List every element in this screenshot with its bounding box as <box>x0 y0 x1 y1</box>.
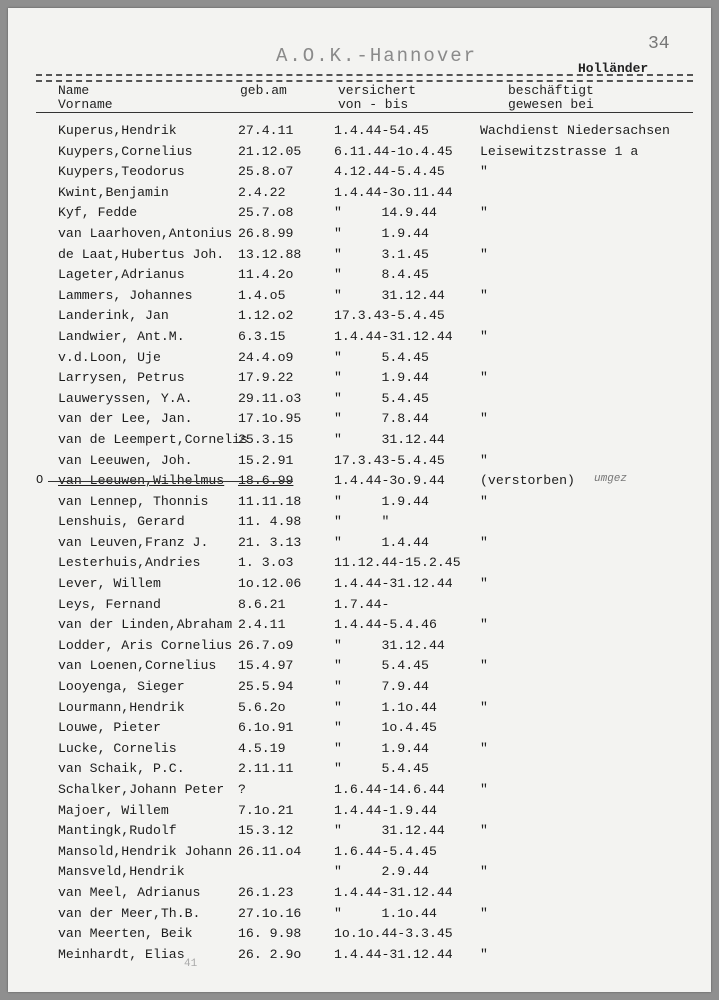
birth-date: 2.11.11 <box>238 761 294 777</box>
person-name: van Loenen,Cornelius <box>58 658 217 674</box>
strike-line <box>48 481 293 482</box>
insured-period: 17.3.43-5.4.45 <box>334 452 445 468</box>
insured-period: 1.4.44-31.12.44 <box>334 328 453 344</box>
table-row <box>8 676 711 697</box>
person-name: Leys, Fernand <box>58 596 161 612</box>
table-row <box>8 141 711 162</box>
person-name: van der Linden,Abraham <box>58 617 233 633</box>
person-name: van Leuven,Franz J. <box>58 534 209 550</box>
header-dashed-rule-2 <box>36 80 693 82</box>
person-name: van Lennep, Thonnis <box>58 493 209 509</box>
person-name: Louwe, Pieter <box>58 720 161 736</box>
table-row <box>8 305 711 326</box>
person-name: Mansold,Hendrik Johann <box>58 843 233 859</box>
table-row <box>8 491 711 512</box>
table-row <box>8 841 711 862</box>
person-name: van Meerten, Beik <box>58 926 193 942</box>
insured-period: 4.12.44-5.4.45 <box>334 164 445 180</box>
birth-date: 13.12.88 <box>238 246 302 262</box>
employer: " <box>480 328 488 344</box>
insured-period: " 31.12.44 <box>334 823 445 839</box>
insured-period: 1.4.44-1.9.44 <box>334 802 437 818</box>
person-name: Lammers, Johannes <box>58 287 193 303</box>
table-row <box>8 800 711 821</box>
birth-date: 1.12.o2 <box>238 308 294 324</box>
birth-date: ? <box>238 782 246 797</box>
person-name: van der Lee, Jan. <box>58 411 193 427</box>
insured-period: " 7.8.44 <box>334 411 429 427</box>
birth-date: 26.1.23 <box>238 884 294 900</box>
person-name: van Schaik, P.C. <box>58 761 185 777</box>
birth-date: 26.11.o4 <box>238 843 302 859</box>
person-name: Lucke, Cornelis <box>58 740 177 756</box>
table-row <box>8 738 711 759</box>
birth-date: 15.3.12 <box>238 823 294 839</box>
person-name: Landwier, Ant.M. <box>58 328 185 344</box>
column-header-employer: beschäftigt gewesen bei <box>508 83 594 112</box>
birth-date: 2.4.22 <box>238 184 286 200</box>
employer: Wachdienst Niedersachsen <box>480 123 670 138</box>
person-name: Mantingk,Rudolf <box>58 823 177 839</box>
table-row <box>8 429 711 450</box>
person-name: Schalker,Johann Peter <box>58 782 225 797</box>
office-stamp: A.O.K.-Hannover <box>276 45 478 67</box>
person-name: van Leeuwen, Joh. <box>58 452 193 468</box>
insured-period: " 31.12.44 <box>334 431 445 447</box>
table-row <box>8 882 711 903</box>
birth-date: 1. 3.o3 <box>238 555 294 571</box>
register-rows <box>8 120 711 964</box>
person-name: Lourmann,Hendrik <box>58 699 185 715</box>
employer: " <box>480 823 488 839</box>
birth-date: 16. 9.98 <box>238 926 302 942</box>
table-row <box>8 450 711 471</box>
table-row <box>8 161 711 182</box>
employer: " <box>480 411 488 427</box>
table-row <box>8 532 711 553</box>
person-name: Kwint,Benjamin <box>58 184 169 200</box>
person-name: van der Meer,Th.B. <box>58 905 201 921</box>
person-name: Kyf, Fedde <box>58 205 138 221</box>
person-name: Larrysen, Petrus <box>58 370 185 386</box>
person-name: van Leeuwen,Wilhelmus <box>58 473 225 489</box>
nationality-label: Holländer <box>578 61 649 76</box>
birth-date: 27.4.11 <box>238 123 294 138</box>
page-number: 34 <box>648 34 670 54</box>
insured-period: " 1.9.44 <box>334 225 429 241</box>
person-name: Mansveld,Hendrik <box>58 864 185 880</box>
insured-period: " 1.1o.44 <box>334 905 437 921</box>
table-row <box>8 223 711 244</box>
insured-period: " 1.9.44 <box>334 370 429 386</box>
employer: " <box>480 658 488 674</box>
birth-date: 25.3.15 <box>238 431 294 447</box>
insured-period: " 8.4.45 <box>334 267 429 283</box>
birth-date: 1o.12.06 <box>238 576 302 592</box>
table-row <box>8 697 711 718</box>
header-dashed-rule <box>36 74 693 76</box>
birth-date: 1.4.o5 <box>238 287 286 303</box>
insured-period: 1.7.44- <box>334 596 390 612</box>
birth-date: 25.8.o7 <box>238 164 294 180</box>
birth-date: 11.11.18 <box>238 493 302 509</box>
table-row <box>8 923 711 944</box>
employer: " <box>480 699 488 715</box>
birth-date: 26. 2.9o <box>238 946 302 962</box>
table-row <box>8 861 711 882</box>
table-row <box>8 552 711 573</box>
employer: " <box>480 246 488 262</box>
birth-date: 26.8.99 <box>238 225 294 241</box>
person-name: v.d.Loon, Uje <box>58 349 161 365</box>
insured-period: " 5.4.45 <box>334 390 429 406</box>
birth-date: 11.4.2o <box>238 267 294 283</box>
table-row <box>8 655 711 676</box>
insured-period: " 1.9.44 <box>334 493 429 509</box>
insured-period: " 1.9.44 <box>334 740 429 756</box>
employer: " <box>480 740 488 756</box>
insured-period: 1.4.44-31.12.44 <box>334 946 453 962</box>
person-name: Lever, Willem <box>58 576 161 592</box>
birth-date: 7.1o.21 <box>238 802 294 818</box>
birth-date: 5.6.2o <box>238 699 286 715</box>
employer: " <box>480 164 488 180</box>
table-row <box>8 511 711 532</box>
person-name: van Meel, Adrianus <box>58 884 201 900</box>
employer: " <box>480 576 488 592</box>
insured-period: " 5.4.45 <box>334 349 429 365</box>
table-row <box>8 244 711 265</box>
table-row <box>8 470 711 491</box>
table-row <box>8 182 711 203</box>
table-row <box>8 388 711 409</box>
insured-period: " 31.12.44 <box>334 287 445 303</box>
employer: " <box>480 946 488 962</box>
insured-period: 1.4.44-31.12.44 <box>334 884 453 900</box>
birth-date: 25.5.94 <box>238 679 294 695</box>
table-row <box>8 202 711 223</box>
table-row <box>8 326 711 347</box>
table-row <box>8 367 711 388</box>
person-name: Kuypers,Cornelius <box>58 143 193 159</box>
birth-date: 4.5.19 <box>238 740 286 756</box>
person-name: Lodder, Aris Cornelius <box>58 637 233 653</box>
employer: " <box>480 370 488 386</box>
insured-period: 11.12.44-15.2.45 <box>334 555 461 571</box>
birth-date: 21.12.05 <box>238 143 302 159</box>
table-row <box>8 944 711 965</box>
person-name: Looyenga, Sieger <box>58 679 185 695</box>
insured-period: 6.11.44-1o.4.45 <box>334 143 453 159</box>
person-name: Landerink, Jan <box>58 308 169 324</box>
table-row <box>8 573 711 594</box>
employer: Leisewitzstrasse 1 a <box>480 143 639 159</box>
birth-date: 27.1o.16 <box>238 905 302 921</box>
table-row <box>8 779 711 800</box>
insured-period: 1.4.44-3o.11.44 <box>334 184 453 200</box>
birth-date: 25.7.o8 <box>238 205 294 221</box>
birth-date: 8.6.21 <box>238 596 286 612</box>
insured-period: " 2.9.44 <box>334 864 429 880</box>
employer: " <box>480 493 488 509</box>
employer: " <box>480 452 488 468</box>
person-name: Kuperus,Hendrik <box>58 123 177 138</box>
column-header-born: geb.am <box>240 83 287 98</box>
header-underline <box>36 112 693 113</box>
insured-period: 17.3.43-5.4.45 <box>334 308 445 324</box>
table-row <box>8 408 711 429</box>
column-header-insured: versichert von - bis <box>338 83 417 112</box>
insured-period: 1.6.44-5.4.45 <box>334 843 437 859</box>
insured-period: " 3.1.45 <box>334 246 429 262</box>
employer: " <box>480 534 488 550</box>
table-row <box>8 614 711 635</box>
birth-date: 15.2.91 <box>238 452 294 468</box>
column-header-name: Name Vorname <box>58 83 113 112</box>
table-row <box>8 120 711 141</box>
table-row <box>8 285 711 306</box>
employer: " <box>480 287 488 303</box>
footer-mark: 41 <box>184 958 198 970</box>
person-name: Kuypers,Teodorus <box>58 164 185 180</box>
insured-period: 1.4.44-54.45 <box>334 123 429 138</box>
insured-period: " 1.1o.44 <box>334 699 437 715</box>
birth-date: 24.4.o9 <box>238 349 294 365</box>
birth-date: 29.11.o3 <box>238 390 302 406</box>
document-page <box>8 8 711 992</box>
table-row <box>8 635 711 656</box>
person-name: van de Leempert,Cornelis <box>58 431 248 447</box>
employer: (verstorben) <box>480 473 575 489</box>
insured-period: 1o.1o.44-3.3.45 <box>334 926 453 942</box>
person-name: van Laarhoven,Antonius <box>58 225 233 241</box>
insured-period: " 1o.4.45 <box>334 720 437 736</box>
employer: " <box>480 617 488 633</box>
insured-period: " 31.12.44 <box>334 637 445 653</box>
margin-mark: O <box>36 473 44 488</box>
person-name: Lageter,Adrianus <box>58 267 185 283</box>
birth-date: 2.4.11 <box>238 617 286 633</box>
insured-period: " 14.9.44 <box>334 205 437 221</box>
birth-date: 21. 3.13 <box>238 534 302 550</box>
insured-period: " 7.9.44 <box>334 679 429 695</box>
person-name: de Laat,Hubertus Joh. <box>58 246 225 262</box>
birth-date: 17.9.22 <box>238 370 294 386</box>
table-row <box>8 758 711 779</box>
person-name: Lenshuis, Gerard <box>58 514 185 530</box>
birth-date: 6.1o.91 <box>238 720 294 736</box>
insured-period: " 1.4.44 <box>334 534 429 550</box>
table-row <box>8 717 711 738</box>
employer: " <box>480 205 488 221</box>
insured-period: " 5.4.45 <box>334 761 429 777</box>
table-row <box>8 820 711 841</box>
insured-period: 1.4.44-31.12.44 <box>334 576 453 592</box>
person-name: Lauweryssen, Y.A. <box>58 390 193 406</box>
table-row <box>8 594 711 615</box>
table-row <box>8 903 711 924</box>
birth-date: 17.1o.95 <box>238 411 302 427</box>
birth-date: 18.6.99 <box>238 473 294 489</box>
employer: " <box>480 782 488 797</box>
insured-period: " " <box>334 514 390 530</box>
birth-date: 6.3.15 <box>238 328 286 344</box>
birth-date: 11. 4.98 <box>238 514 302 530</box>
person-name: Meinhardt, Elias <box>58 946 185 962</box>
table-row <box>8 347 711 368</box>
person-name: Lesterhuis,Andries <box>58 555 201 571</box>
birth-date: 15.4.97 <box>238 658 294 674</box>
table-row <box>8 264 711 285</box>
employer: " <box>480 905 488 921</box>
insured-period: 1.4.44-3o.9.44 <box>334 473 445 489</box>
employer: " <box>480 864 488 880</box>
insured-period: 1.6.44-14.6.44 <box>334 782 445 797</box>
person-name: Majoer, Willem <box>58 802 169 818</box>
handwritten-note: umgez <box>594 473 628 486</box>
insured-period: " 5.4.45 <box>334 658 429 674</box>
birth-date: 26.7.o9 <box>238 637 294 653</box>
insured-period: 1.4.44-5.4.46 <box>334 617 437 633</box>
